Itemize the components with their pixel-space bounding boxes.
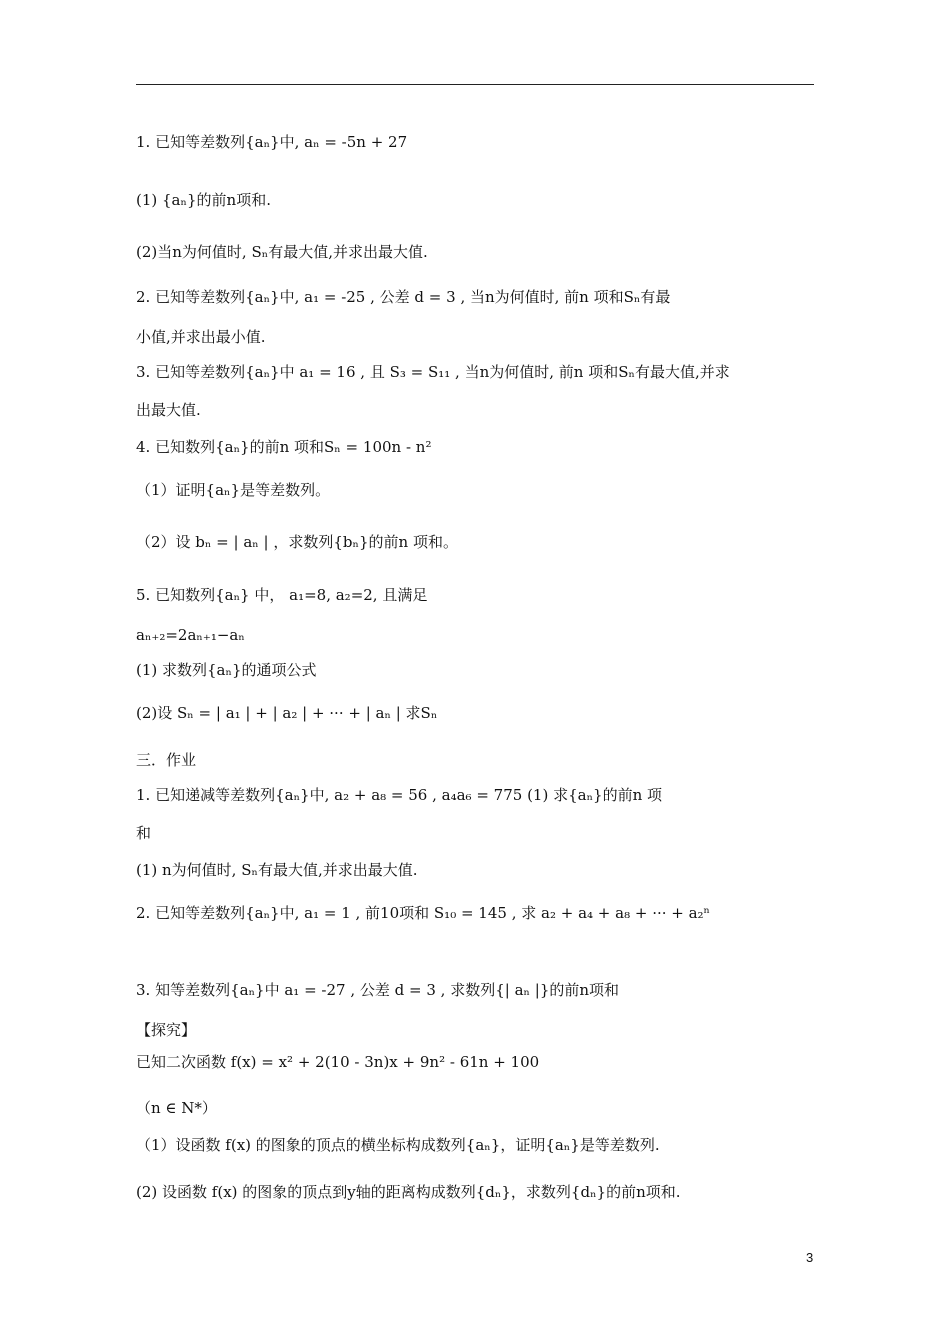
text-line: 4. 已知数列{aₙ}的前n 项和Sₙ = 100n - n² <box>136 438 432 456</box>
text-line: 和 <box>136 824 152 842</box>
text-line: 【探究】 <box>136 1021 197 1039</box>
text-line: (1) {aₙ}的前n项和. <box>136 191 271 209</box>
text-line: （2）设 bₙ = | aₙ | ，求数列{bₙ}的前n 项和。 <box>136 533 458 551</box>
text-line: 出最大值. <box>136 401 201 419</box>
text-line: （n ∈ N*） <box>136 1099 217 1117</box>
text-line: 1. 已知等差数列{aₙ}中, aₙ = -5n + 27 <box>136 133 408 151</box>
text-line: 5. 已知数列{aₙ} 中， a₁=8, a₂=2, 且满足 <box>136 586 428 604</box>
text-line: 三．作业 <box>136 751 197 769</box>
text-line: 小值,并求出最小值. <box>136 328 266 346</box>
text-line: （1）证明{aₙ}是等差数列。 <box>136 481 331 499</box>
text-line: 2. 已知等差数列{aₙ}中, a₁ = 1 , 前10项和 S₁₀ = 145 , 求 a₂ + a₄ + a₈ + ··· + a₂ⁿ <box>136 904 711 922</box>
header-rule <box>136 84 814 85</box>
text-line: (2)当n为何值时, Sₙ有最大值,并求出最大值. <box>136 243 428 261</box>
text-line: (1) n为何值时, Sₙ有最大值,并求出最大值. <box>136 861 418 879</box>
page-number: 3 <box>806 1250 814 1265</box>
text-line: 1. 已知递减等差数列{aₙ}中, a₂ + a₈ = 56 , a₄a₆ = 775 (1) 求{aₙ}的前n 项 <box>136 786 663 804</box>
text-line: aₙ₊₂=2aₙ₊₁−aₙ <box>136 626 245 644</box>
text-line: 2. 已知等差数列{aₙ}中, a₁ = -25 , 公差 d = 3 , 当n为何值时, 前n 项和Sₙ有最 <box>136 288 671 306</box>
text-line: 已知二次函数 f(x) = x² + 2(10 - 3n)x + 9n² - 61n + 100 <box>136 1053 540 1071</box>
text-line: (1) 求数列{aₙ}的通项公式 <box>136 661 317 679</box>
text-line: 3. 已知等差数列{aₙ}中 a₁ = 16 , 且 S₃ = S₁₁ , 当n为何值时, 前n 项和Sₙ有最大值,并求 <box>136 363 730 381</box>
text-line: (2)设 Sₙ = | a₁ | + | a₂ | + ··· + | aₙ | 求Sₙ <box>136 704 438 722</box>
text-line: (2) 设函数 f(x) 的图象的顶点到y轴的距离构成数列{dₙ}，求数列{dₙ}的前n项和. <box>136 1183 681 1201</box>
text-line: （1）设函数 f(x) 的图象的顶点的横坐标构成数列{aₙ}，证明{aₙ}是等差数列. <box>136 1136 660 1154</box>
text-line: 3. 知等差数列{aₙ}中 a₁ = -27 , 公差 d = 3 , 求数列{| aₙ |}的前n项和 <box>136 981 620 999</box>
